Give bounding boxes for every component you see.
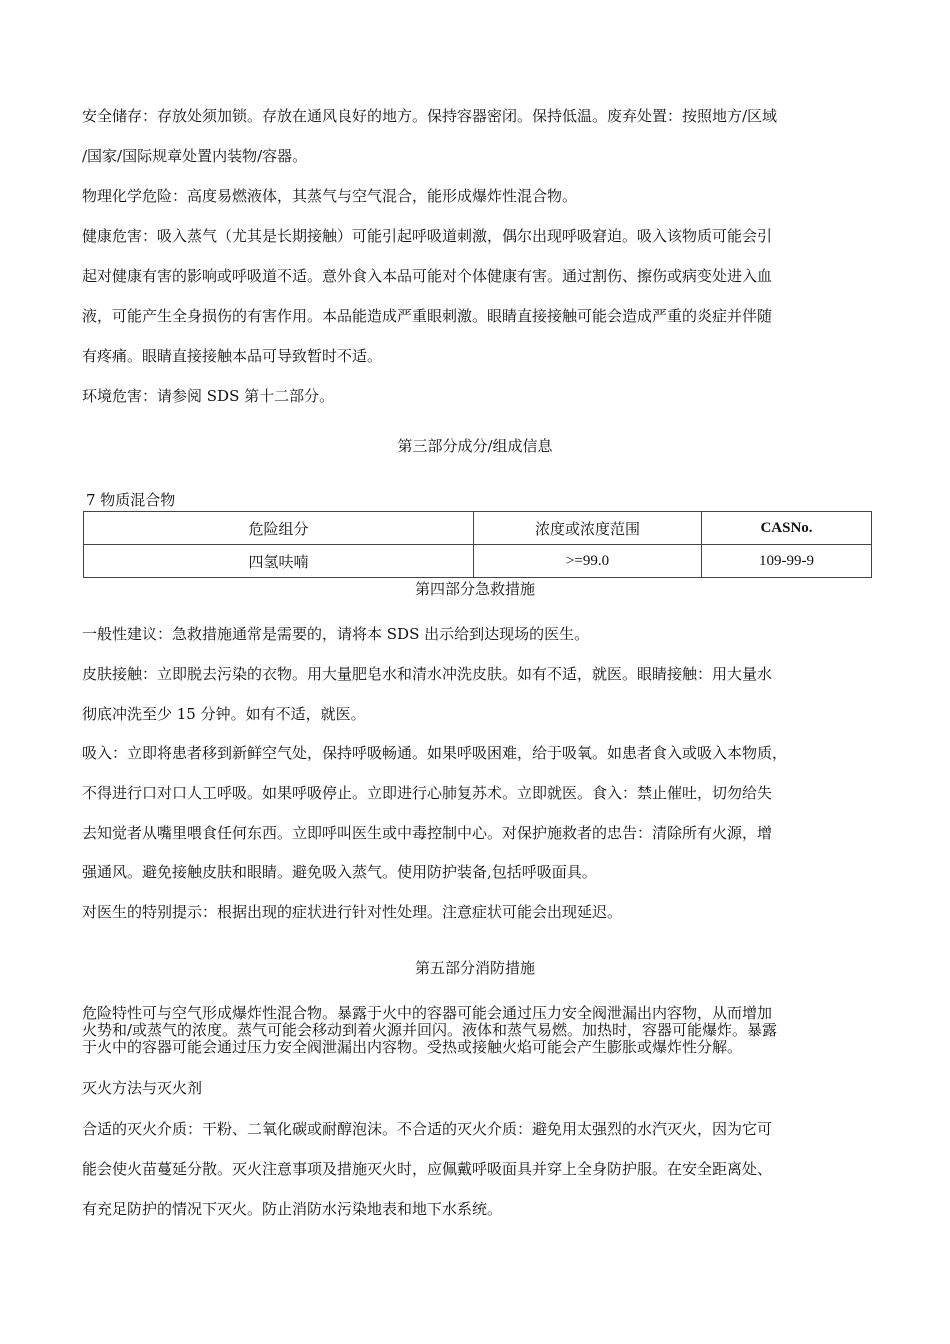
header-concentration: 浓度或浓度范围 — [474, 512, 702, 545]
health-hazard-line-4: 有疼痛。眼睛直接接触本品可导致暂时不适。 — [82, 347, 383, 365]
health-hazard-line-2: 起对健康有害的影响或呼吸道不适。意外食入本品可能对个体健康有害。通过割伤、擦伤或病变处进入血 — [82, 267, 773, 285]
cell-cas-no: 109-99-9 — [702, 545, 872, 578]
section5-title: 第五部分消防措施 — [414, 959, 535, 977]
skin-contact-line-2: 彻底冲洗至少 15 分钟。如有不适，就医。 — [82, 705, 366, 723]
general-advice: 一般性建议：急救措施通常是需要的，请将本 SDS 出示给到达现场的医生。 — [82, 625, 590, 643]
header-component: 危险组分 — [84, 512, 474, 545]
inhalation-line-2: 不得进行口对口人工呼吸。如果呼吸停止。立即进行心肺复苏术。立即就医。食入：禁止催吐，切勿给失 — [82, 784, 773, 802]
section3-title: 第三部分成分/组成信息 — [397, 437, 553, 455]
storage-line-2: /国家/国际规章处置内装物/容器。 — [82, 147, 308, 165]
physical-hazard: 物理化学危险：高度易燃液体，其蒸气与空气混合，能形成爆炸性混合物。 — [82, 187, 578, 205]
header-cas-no: CASNo. — [702, 512, 872, 545]
fire-hazard-line-3: 于火中的容器可能会通过压力安全阀泄漏出内容物。受热或接触火焰可能会产生膨胀或爆炸性分解。 — [82, 1038, 743, 1056]
inhalation-line-3: 去知觉者从嘴里喂食任何东西。立即呼叫医生或中毒控制中心。对保护施救者的忠告：清除所有火源，增 — [82, 824, 773, 842]
fire-hazard-paragraph — [82, 1005, 874, 1056]
table-row — [84, 545, 872, 578]
fire-hazard-line-2: 火势和/或蒸气的浓度。蒸气可能会移动到着火源并回闪。液体和蒸气易燃。加热时，容器可能爆炸。暴露 — [82, 1021, 778, 1039]
extinguishing-media-line-2: 能会使火苗蔓延分散。灭火注意事项及措施灭火时，应佩戴呼吸面具并穿上全身防护服。在安全距离处、 — [82, 1160, 773, 1178]
fire-hazard-line-1: 危险特性可与空气形成爆炸性混合物。暴露于火中的容器可能会通过压力安全阀泄漏出内容物，从而增加 — [82, 1004, 773, 1022]
inhalation-line-4: 强通风。避免接触皮肤和眼睛。避免吸入蒸气。使用防护装备,包括呼吸面具。 — [82, 863, 597, 881]
environmental-hazard: 环境危害：请参阅 SDS 第十二部分。 — [82, 387, 335, 405]
storage-line-1: 安全储存：存放处须加锁。存放在通风良好的地方。保持容器密闭。保持低温。废弃处置：按照地方/区域 — [82, 107, 778, 125]
cell-concentration: >=99.0 — [474, 545, 702, 578]
extinguishing-media-line-3: 有充足防护的情况下灭火。防止消防水污染地表和地下水系统。 — [82, 1200, 503, 1218]
health-hazard-line-3: 液，可能产生全身损伤的有害作用。本品能造成严重眼刺激。眼睛直接接触可能会造成严重的炎症并伴随 — [82, 307, 773, 325]
section4-title: 第四部分急救措施 — [414, 580, 535, 598]
composition-table — [83, 511, 872, 578]
doctor-note: 对医生的特别提示：根据出现的症状进行针对性处理。注意症状可能会出现延迟。 — [82, 903, 623, 921]
health-hazard-line-1: 健康危害：吸入蒸气（尤其是长期接触）可能引起呼吸道刺激，偶尔出现呼吸窘迫。吸入该物质可能会引 — [82, 227, 773, 245]
skin-contact-line-1: 皮肤接触：立即脱去污染的衣物。用大量肥皂水和清水冲洗皮肤。如有不适，就医。眼睛接触：用大量水 — [82, 665, 773, 683]
mixture-label: 7 物质混合物 — [86, 491, 176, 509]
extinguishing-media-line-1: 合适的灭火介质：干粉、二氧化碳或耐醇泡沫。不合适的灭火介质：避免用太强烈的水汽灭火，因为它可 — [82, 1120, 773, 1138]
extinguishing-methods-title: 灭火方法与灭火剂 — [82, 1079, 203, 1097]
table-header-row — [84, 512, 872, 545]
inhalation-line-1: 吸入：立即将患者移到新鲜空气处，保持呼吸畅通。如果呼吸困难，给于吸氧。如患者食入或吸入本物质， — [82, 744, 788, 762]
cell-component: 四氢呋喃 — [84, 545, 474, 578]
